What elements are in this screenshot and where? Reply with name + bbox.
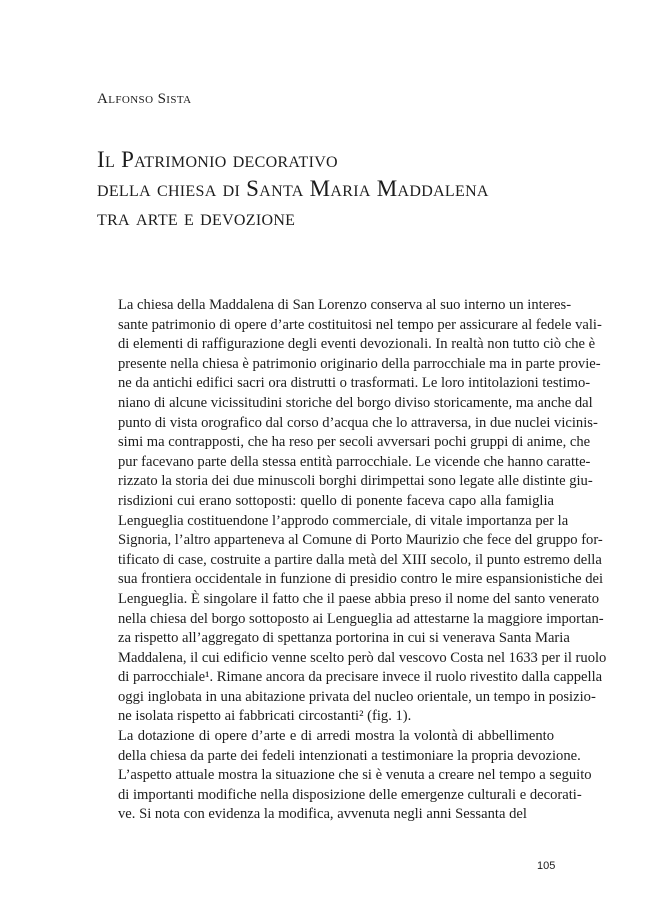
article-body [97, 296, 607, 825]
text-line: di importanti modifiche nella disposizione delle emergenze culturali e decorati- [118, 786, 582, 803]
title-line: tra arte e devozione [97, 205, 296, 230]
text-line: ne da antichi edifici sacri ora distrutti o trasformati. Le loro intitolazioni testimo- [118, 375, 591, 392]
text-line: di elementi di raffigurazione degli eventi devozionali. In realtà non tutto ciò che è [118, 336, 596, 353]
text-line: simi ma contrapposti, che ha reso per secoli avversari pochi gruppi di anime, che [118, 434, 591, 451]
text-line: pur facevano parte della stessa entità parrocchiale. Le vicende che hanno caratte- [118, 453, 591, 470]
text-line: sua frontiera occidentale in funzione di presidio contro le mire espansionistiche dei [118, 571, 604, 588]
text-line: niano di alcune vicissitudini storiche del borgo diviso storicamente, ma anche dal [118, 394, 593, 411]
text-line: sante patrimonio di opere d’arte costituitosi nel tempo per assicurare al fedele vali- [118, 316, 602, 333]
text-line: di parrocchiale¹. Rimane ancora da precisare invece il ruolo rivestito dalla cappella [118, 669, 603, 686]
text-line: La dotazione di opere d’arte e di arredi mostra la volontà di abbellimento [118, 728, 554, 745]
author-name: Alfonso Sista [97, 91, 192, 107]
paragraph [97, 296, 607, 727]
title-line: Il Patrimonio decorativo [97, 147, 338, 172]
text-line: risdizioni cui erano sottoposti: quello di ponente faceva capo alla famiglia [118, 492, 554, 509]
text-line: punto di vista orografico dal corso d’acqua che lo attraversa, in due nuclei vicinis- [118, 414, 598, 431]
text-line: La chiesa della Maddalena di San Lorenzo conserva al suo interno un interes- [118, 297, 572, 313]
title-line: della chiesa di Santa Maria Maddalena [97, 176, 489, 201]
text-line: Lengueglia costituendone l’approdo commerciale, di vitale importanza per la [118, 512, 569, 529]
article-title [97, 145, 567, 232]
text-line: ne isolata rispetto ai fabbricati circostanti² (fig. 1). [118, 708, 412, 725]
text-line: za rispetto all’aggregato di spettanza portorina in cui si venerava Santa Maria [118, 630, 570, 647]
text-line: nella chiesa del borgo sottoposto ai Lengueglia ad attestarne la maggiore importan- [118, 610, 604, 627]
text-line: della chiesa da parte dei fedeli intenzionati a testimoniare la propria devozione. [118, 747, 581, 764]
page-number: 105 [537, 860, 556, 872]
text-line: ve. Si nota con evidenza la modifica, avvenuta negli anni Sessanta del [118, 806, 527, 823]
text-line: Lengueglia. È singolare il fatto che il paese abbia preso il nome del santo venerato [118, 590, 600, 607]
text-line: tificato di case, costruite a partire dalla metà del XIII secolo, il punto estremo della [118, 551, 602, 568]
text-line: presente nella chiesa è patrimonio originario della parrocchiale ma in parte provie- [118, 355, 601, 372]
paragraph [97, 727, 592, 825]
text-line: Signoria, l’altro apparteneva al Comune di Porto Maurizio che fece del gruppo for- [118, 532, 603, 549]
text-line: Maddalena, il cui edificio venne scelto però dal vescovo Costa nel 1633 per il ruolo [118, 649, 607, 666]
text-line: rizzato la storia dei due minuscoli borghi dirimpettai sono legate alle distinte giu- [118, 473, 593, 490]
text-line: oggi inglobata in una abitazione privata del nucleo orientale, un tempo in posizio- [118, 688, 596, 705]
text-line: L’aspetto attuale mostra la situazione che si è venuta a creare nel tempo a seguito [118, 767, 592, 784]
